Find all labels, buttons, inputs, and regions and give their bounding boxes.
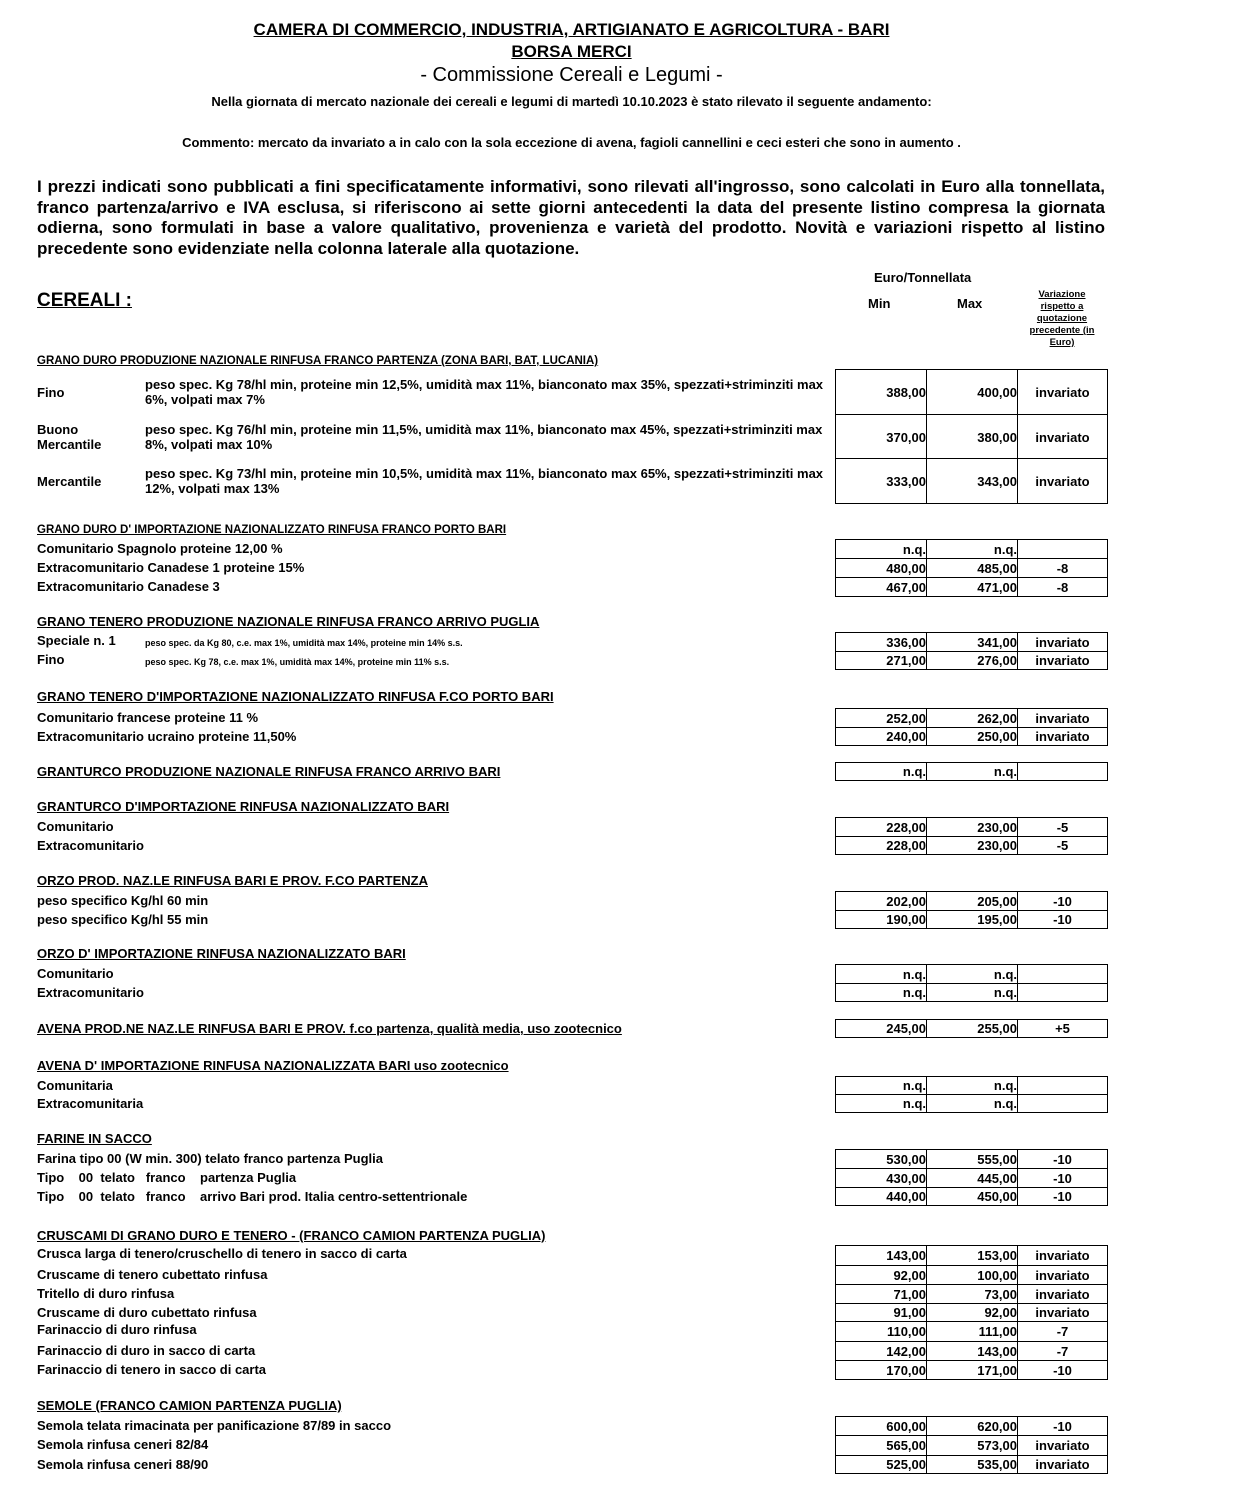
min-price: 600,00 (836, 1417, 927, 1435)
price-variation: invariato (1035, 634, 1090, 650)
price-variation (1018, 763, 1107, 780)
max-price: n.q. (927, 763, 1018, 780)
section-title: SEMOLE (FRANCO CAMION PARTENZA PUGLIA) (37, 1398, 342, 1413)
min-price: 110,00 (836, 1322, 927, 1341)
price-variation: -10 (1053, 1189, 1072, 1204)
row-label: Fino (37, 385, 65, 400)
max-price: n.q. (927, 1095, 1018, 1112)
price-variation: -10 (1053, 1418, 1072, 1434)
price-variation: -8 (1056, 560, 1069, 576)
min-price: 336,00 (836, 633, 927, 651)
max-price: 276,00 (927, 652, 1018, 669)
max-price: n.q. (927, 965, 1018, 983)
price-variation: invariato (1035, 385, 1090, 400)
min-price: 71,00 (836, 1285, 927, 1303)
max-price: n.q. (927, 984, 1018, 1001)
section-title-main: AVENA PROD.NE NAZ.LE RINFUSA BARI E PROV. (37, 1021, 346, 1036)
price-variation: -5 (1056, 838, 1069, 853)
price-variation: invariato (1035, 429, 1090, 445)
min-price: 228,00 (836, 837, 927, 854)
max-price: 250,00 (927, 728, 1018, 745)
min-price: 142,00 (836, 1342, 927, 1360)
min-price: 333,00 (836, 459, 927, 503)
price-variation: +5 (1055, 1021, 1070, 1036)
min-column-header: Min (868, 296, 891, 311)
price-variation: -10 (1053, 1170, 1072, 1186)
min-price: n.q. (836, 540, 927, 558)
min-price: 565,00 (836, 1436, 927, 1455)
section-title: AVENA D' IMPORTAZIONE RINFUSA NAZIONALIZZATA BARI uso zootecnico (37, 1058, 509, 1073)
max-price: 555,00 (927, 1150, 1018, 1168)
max-price: 573,00 (927, 1436, 1018, 1455)
max-price: 620,00 (927, 1417, 1018, 1435)
max-price: 262,00 (927, 709, 1018, 727)
section-title-suffix: f.co partenza, qualità media, uso zootecnico (345, 1021, 622, 1036)
price-variation: invariato (1035, 710, 1090, 726)
row-label: Cruscame di tenero cubettato rinfusa (37, 1267, 268, 1282)
min-price: 92,00 (836, 1266, 927, 1284)
max-price: 111,00 (927, 1322, 1018, 1341)
row-label: Tipo 00 telato franco partenza Puglia (37, 1170, 297, 1185)
row-label: Extracomunitaria (37, 1096, 144, 1111)
row-label: Extracomunitario ucraino proteine 11,50% (37, 729, 297, 744)
row-label: Comunitario Spagnolo proteine 12,00 % (37, 541, 283, 556)
max-price: 255,00 (927, 1020, 1018, 1037)
price-variation: -7 (1056, 1324, 1069, 1339)
row-label: Extracomunitario (37, 838, 144, 853)
max-price: n.q. (927, 540, 1018, 558)
row-label: peso specifico Kg/hl 55 min (37, 912, 209, 927)
row-label: Tipo 00 telato franco arrivo Bari prod. Italia centro-settentrionale (37, 1189, 468, 1204)
min-price: 388,00 (836, 370, 927, 415)
price-variation: -10 (1053, 1151, 1072, 1167)
min-price: 202,00 (836, 892, 927, 910)
min-price: n.q. (836, 1095, 927, 1112)
price-variation: invariato (1035, 473, 1090, 489)
section-title: GRANO TENERO PRODUZIONE NAZIONALE RINFUSA FRANCO ARRIVO PUGLIA (37, 614, 540, 629)
row-label: Crusca larga di tenero/cruschello di tenero in sacco di carta (37, 1246, 407, 1261)
row-label: Semola rinfusa ceneri 82/84 (37, 1437, 209, 1452)
max-price: 171,00 (927, 1361, 1018, 1379)
row-label: Comunitaria (37, 1078, 113, 1093)
row-label: Cruscame di duro cubettato rinfusa (37, 1305, 257, 1320)
section-title: ORZO D' IMPORTAZIONE RINFUSA NAZIONALIZZATO BARI (37, 946, 406, 961)
section-title: FARINE IN SACCO (37, 1131, 152, 1146)
max-price: 92,00 (927, 1304, 1018, 1321)
min-price: 91,00 (836, 1304, 927, 1321)
min-price: 525,00 (836, 1456, 927, 1473)
section-title: GRANO DURO D' IMPORTAZIONE NAZIONALIZZATO RINFUSA FRANCO PORTO BARI (37, 524, 507, 536)
min-price: n.q. (836, 1077, 927, 1094)
min-price: 190,00 (836, 911, 927, 928)
price-variation (1018, 984, 1107, 1001)
row-description: peso spec. Kg 78/hl min, proteine min 12,5%, umidità max 11%, bianconato max 35%, spezzati+striminziti max 6%, volpati max 7% (145, 377, 824, 407)
min-price: n.q. (836, 763, 927, 780)
row-label: Comunitario francese proteine 11 % (37, 710, 259, 725)
max-price: 195,00 (927, 911, 1018, 928)
max-price: 343,00 (927, 459, 1018, 503)
row-label: Farina tipo 00 (W min. 300) telato franco partenza Puglia (37, 1151, 384, 1166)
min-price: 170,00 (836, 1361, 927, 1379)
min-price: 530,00 (836, 1150, 927, 1168)
row-label: Extracomunitario (37, 985, 144, 1000)
section-title: CRUSCAMI DI GRANO DURO E TENERO - (FRANCO CAMION PARTENZA PUGLIA) (37, 1228, 546, 1243)
unit-header: Euro/Tonnellata (874, 270, 972, 285)
section-title: ORZO PROD. NAZ.LE RINFUSA BARI E PROV. F.CO PARTENZA (37, 873, 428, 888)
min-price: 240,00 (836, 728, 927, 745)
max-price: n.q. (927, 1077, 1018, 1094)
price-variation (1018, 1077, 1107, 1094)
borsa-merci-title: BORSA MERCI (511, 42, 632, 61)
max-price: 341,00 (927, 633, 1018, 651)
row-label: Fino (37, 652, 65, 667)
min-price: n.q. (836, 965, 927, 983)
max-price: 153,00 (927, 1246, 1018, 1265)
row-description: peso spec. da Kg 80, c.e. max 1%, umidità max 14%, proteine min 14% s.s. (145, 638, 463, 648)
min-price: 480,00 (836, 559, 927, 577)
row-label: Extracomunitario Canadese 1 proteine 15% (37, 560, 305, 575)
row-label: Comunitario (37, 819, 114, 834)
min-price: 143,00 (836, 1246, 927, 1265)
price-variation: -7 (1056, 1343, 1069, 1359)
row-description: peso spec. Kg 73/hl min, proteine min 10,5%, umidità max 11%, bianconato max 65%, spezzati+striminziti max 12%, volpati max 13% (145, 466, 824, 496)
row-label: Farinaccio di duro rinfusa (37, 1322, 197, 1337)
price-variation: -10 (1053, 1362, 1072, 1378)
commission-title: - Commissione Cereali e Legumi - (420, 64, 723, 86)
section-title (37, 1021, 622, 1036)
max-price: 73,00 (927, 1285, 1018, 1303)
max-price: 230,00 (927, 818, 1018, 836)
row-label: Farinaccio di duro in sacco di carta (37, 1343, 256, 1358)
min-price: 467,00 (836, 578, 927, 596)
price-variation: -10 (1053, 912, 1072, 927)
max-price: 400,00 (927, 370, 1018, 415)
min-price: 440,00 (836, 1188, 927, 1205)
max-price: 143,00 (927, 1342, 1018, 1360)
price-variation: invariato (1035, 729, 1090, 744)
row-label: Farinaccio di tenero in sacco di carta (37, 1362, 267, 1377)
price-variation: invariato (1035, 1438, 1090, 1453)
max-price: 485,00 (927, 559, 1018, 577)
price-variation: -5 (1056, 819, 1069, 835)
max-price: 100,00 (927, 1266, 1018, 1284)
min-price: n.q. (836, 984, 927, 1001)
min-price: 430,00 (836, 1169, 927, 1187)
row-label: Tritello di duro rinfusa (37, 1286, 175, 1301)
row-label: Semola rinfusa ceneri 88/90 (37, 1457, 209, 1472)
max-price: 230,00 (927, 837, 1018, 854)
max-price: 535,00 (927, 1456, 1018, 1473)
min-price: 228,00 (836, 818, 927, 836)
market-day-text: Nella giornata di mercato nazionale dei cereali e legumi di martedì 10.10.2023 è stato rilevato il seguente andamento: (211, 94, 932, 109)
market-comment: Commento: mercato da invariato a in calo con la sola eccezione di avena, fagioli cannellini e ceci esteri che sono in aumento . (182, 135, 961, 150)
price-variation: -10 (1053, 893, 1072, 909)
section-title: GRANO DURO PRODUZIONE NAZIONALE RINFUSA FRANCO PARTENZA (ZONA BARI, BAT, LUCANIA) (37, 355, 599, 367)
price-variation: -8 (1056, 579, 1069, 595)
row-description: peso spec. Kg 76/hl min, proteine min 11,5%, umidità max 11%, bianconato max 45%, spezzati+striminziti max 8%, volpati max 10% (145, 422, 823, 452)
row-label: Mercantile (37, 474, 102, 489)
row-label: Speciale n. 1 (37, 633, 116, 648)
section-title: GRANTURCO D'IMPORTAZIONE RINFUSA NAZIONALIZZATO BARI (37, 799, 450, 814)
min-price: 370,00 (836, 415, 927, 459)
row-label: Extracomunitario Canadese 3 (37, 579, 220, 594)
max-column-header: Max (957, 296, 983, 311)
cereali-heading: CEREALI : (37, 290, 132, 311)
min-price: 252,00 (836, 709, 927, 727)
min-price: 245,00 (836, 1020, 927, 1037)
price-variation (1018, 540, 1107, 558)
max-price: 380,00 (927, 415, 1018, 459)
price-variation: invariato (1035, 653, 1090, 668)
section-title: GRANTURCO PRODUZIONE NAZIONALE RINFUSA FRANCO ARRIVO BARI (37, 764, 501, 779)
max-price: 205,00 (927, 892, 1018, 910)
row-label: Semola telata rimacinata per panificazione 87/89 in sacco (37, 1418, 392, 1433)
price-variation: invariato (1035, 1267, 1090, 1283)
row-description: peso spec. Kg 78, c.e. max 1%, umidità max 14%, proteine min 11% s.s. (145, 657, 450, 667)
price-variation (1018, 1095, 1107, 1112)
row-label: peso specifico Kg/hl 60 min (37, 893, 209, 908)
variation-column-header: Variazione rispetto a quotazione precedente (in Euro) (1029, 289, 1095, 348)
row-label: Comunitario (37, 966, 114, 981)
price-variation: invariato (1035, 1305, 1090, 1320)
intro-paragraph: I prezzi indicati sono pubblicati a fini specificatamente informativi, sono rilevati all'ingrosso, sono calcolati in Euro alla tonnellata, franco partenza/arrivo e IVA esclusa, si riferiscono ai sette giorni antecedenti la data del presente listino compresa la giornata odierna, sono formulati in base a valore qualitativo, provenienza e varietà del prodotto. Novità e variazioni rispetto al listino precedente sono evidenziate nella colonna laterale alla quotazione. (37, 177, 1105, 258)
max-price: 450,00 (927, 1188, 1018, 1205)
section-title: GRANO TENERO D'IMPORTAZIONE NAZIONALIZZATO RINFUSA F.CO PORTO BARI (37, 689, 554, 704)
price-variation: invariato (1035, 1457, 1090, 1472)
row-label: Buono Mercantile (37, 422, 102, 452)
min-price: 271,00 (836, 652, 927, 669)
chamber-title: CAMERA DI COMMERCIO, INDUSTRIA, ARTIGIANATO E AGRICOLTURA - BARI (253, 20, 890, 39)
max-price: 471,00 (927, 578, 1018, 596)
price-variation: invariato (1035, 1286, 1090, 1302)
price-variation (1018, 965, 1107, 983)
max-price: 445,00 (927, 1169, 1018, 1187)
price-variation: invariato (1035, 1248, 1090, 1263)
